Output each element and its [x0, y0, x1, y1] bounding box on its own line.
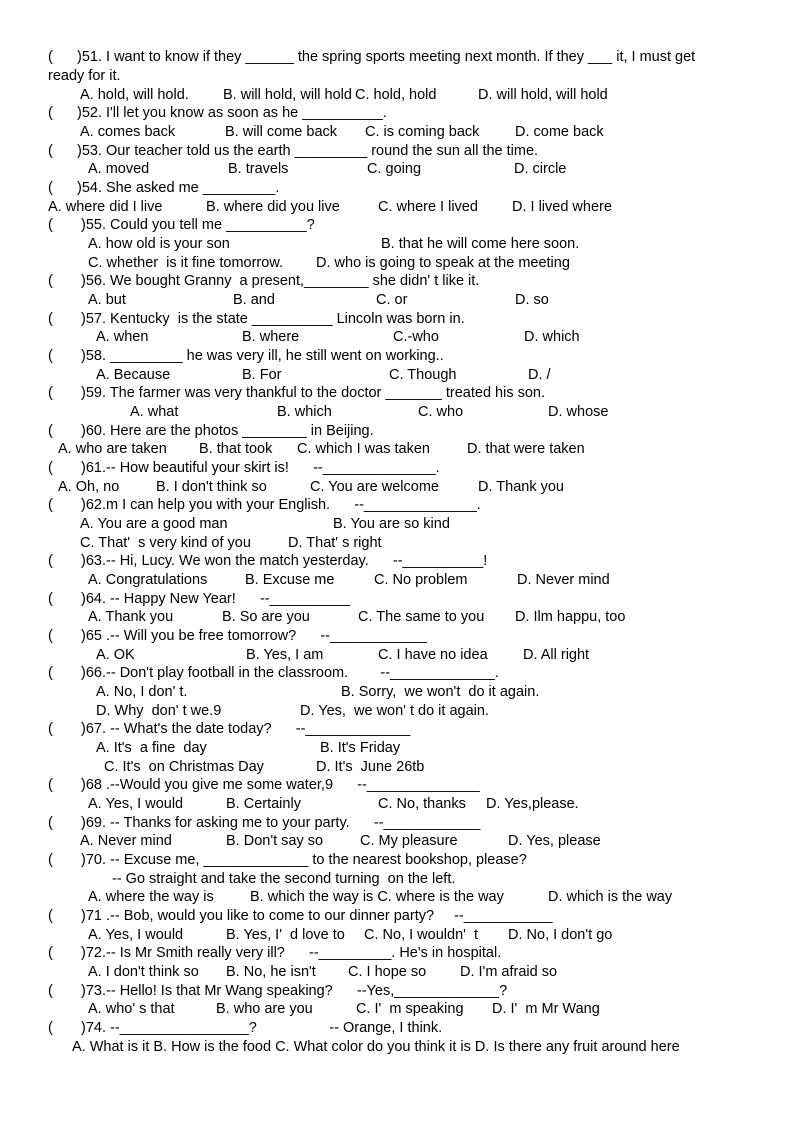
answer-option: C. is coming back — [365, 124, 480, 140]
answer-option: C. which I was taken — [297, 441, 430, 457]
answer-option: C. No, thanks — [378, 796, 466, 812]
answer-option: A. Congratulations — [88, 572, 208, 588]
question-line: ( )70. -- Excuse me, _____________ to the nearest bookshop, please? — [48, 852, 527, 868]
options-line — [0, 235, 794, 253]
answer-option: C. The same to you — [358, 609, 485, 625]
answer-option: D. Yes, we won' t do it again. — [300, 703, 489, 719]
answer-option: -- Go straight and take the second turning on the left. — [112, 871, 456, 887]
answer-option: A. moved — [88, 161, 150, 177]
answer-option: D. Ilm happu, too — [515, 609, 626, 625]
answer-option: C. It's on Christmas Day — [104, 759, 264, 775]
question-line: ( )65 .-- Will you be free tomorrow? --____________ — [48, 628, 427, 644]
question-line: ( )59. The farmer was very thankful to the doctor _______ treated his son. — [48, 385, 546, 401]
question-line: ( )58. _________ he was very ill, he still went on working.. — [48, 348, 444, 364]
options-line — [0, 366, 794, 384]
options-line — [0, 534, 794, 552]
question-line: ( )74. --________________? -- Orange, I think. — [48, 1020, 443, 1036]
answer-option: B. will come back — [225, 124, 338, 140]
answer-option: B. No, he isn't — [226, 964, 316, 980]
options-line — [0, 86, 794, 104]
question-line: ( )73.-- Hello! Is that Mr Wang speaking? --Yes,_____________? — [48, 983, 508, 999]
question-line: ( )56. We bought Granny a present,________ she didn' t like it. — [48, 273, 480, 289]
answer-option: A. Because — [96, 367, 171, 383]
answer-option: D. All right — [523, 647, 590, 663]
question-line: ready for it. — [48, 68, 121, 84]
answer-option: B. So are you — [222, 609, 310, 625]
answer-option: A. comes back — [80, 124, 176, 140]
answer-option: C. No, I wouldn' t — [364, 927, 478, 943]
answer-option: C. Though — [389, 367, 457, 383]
answer-option: C. whether is it fine tomorrow. — [88, 255, 284, 271]
options-line — [0, 291, 794, 309]
answer-option: B. and — [233, 292, 275, 308]
options-line — [0, 478, 794, 496]
answer-option: A. What is it B. How is the food C. What color do you think it is D. Is there any fruit around here — [72, 1039, 680, 1055]
answer-option: B. that he will come here soon. — [381, 236, 580, 252]
options-line — [0, 254, 794, 272]
question-line: ( )55. Could you tell me __________? — [48, 217, 315, 233]
answer-option: B. It's Friday — [320, 740, 401, 756]
answer-option: B. I don't think so — [156, 479, 267, 495]
answer-option: B. travels — [228, 161, 289, 177]
answer-option: A. where the way is — [88, 889, 214, 905]
answer-option: C. That' s very kind of you — [80, 535, 251, 551]
answer-option: A. what — [130, 404, 179, 420]
answer-option: D. / — [528, 367, 551, 383]
options-line — [0, 926, 794, 944]
answer-option: A. Yes, I would — [88, 927, 184, 943]
answer-option: C. You are welcome — [310, 479, 439, 495]
answer-option: D. whose — [548, 404, 609, 420]
answer-option: C. where I lived — [378, 199, 478, 215]
question-line: ( )67. -- What's the date today? --_____________ — [48, 721, 411, 737]
answer-option: A. who are taken — [58, 441, 167, 457]
answer-option: D. Yes,please. — [486, 796, 579, 812]
options-line — [0, 702, 794, 720]
question-line: ( )60. Here are the photos ________ in Beijing. — [48, 423, 374, 439]
options-line — [0, 739, 794, 757]
answer-option: A. when — [96, 329, 149, 345]
question-line: ( )72.-- Is Mr Smith really very ill? --_________. He's in hospital. — [48, 945, 502, 961]
answer-option: C. hold, hold — [355, 87, 437, 103]
answer-option: C. who — [418, 404, 464, 420]
answer-option: B. Excuse me — [245, 572, 335, 588]
answer-option: D. Never mind — [517, 572, 610, 588]
options-line — [0, 198, 794, 216]
answer-option: D. Yes, please — [508, 833, 601, 849]
question-line: ( )71 .-- Bob, would you like to come to our dinner party? --___________ — [48, 908, 553, 924]
question-line: ( )66.-- Don't play football in the classroom. --_____________. — [48, 665, 499, 681]
answer-option: D. so — [515, 292, 549, 308]
answer-option: B. For — [242, 367, 282, 383]
question-line: ( )64. -- Happy New Year! --__________ — [48, 591, 351, 607]
answer-option: A. but — [88, 292, 126, 308]
answer-option: B. which the way is C. where is the way — [250, 889, 504, 905]
answer-option: A. who' s that — [88, 1001, 175, 1017]
answer-option: C. I' m speaking — [356, 1001, 464, 1017]
answer-option: D. It's June 26tb — [316, 759, 425, 775]
answer-option: A. how old is your son — [88, 236, 230, 252]
options-line — [0, 608, 794, 626]
answer-option: C. I have no idea — [378, 647, 488, 663]
answer-option: B. You are so kind — [333, 516, 450, 532]
answer-option: B. that took — [199, 441, 273, 457]
answer-option: C. My pleasure — [360, 833, 458, 849]
answer-option: A. No, I don' t. — [96, 684, 188, 700]
options-line — [0, 160, 794, 178]
options-line — [0, 888, 794, 906]
options-line — [0, 515, 794, 533]
question-line: ( )62.m I can help you with your English. --______________. — [48, 497, 481, 513]
answer-option: B. will hold, will hold — [223, 87, 352, 103]
answer-option: C. No problem — [374, 572, 468, 588]
options-line — [0, 403, 794, 421]
answer-option: B. Certainly — [226, 796, 301, 812]
answer-option: C. I hope so — [348, 964, 427, 980]
answer-option: D. will hold, will hold — [478, 87, 608, 103]
answer-option: D. I lived where — [512, 199, 612, 215]
options-line — [0, 683, 794, 701]
answer-option: C.-who — [393, 329, 439, 345]
answer-option: D. which — [524, 329, 580, 345]
answer-option: A. hold, will hold. — [80, 87, 189, 103]
options-line — [0, 758, 794, 776]
answer-option: B. where — [242, 329, 300, 345]
question-line: ( )69. -- Thanks for asking me to your party. --____________ — [48, 815, 481, 831]
answer-option: B. Yes, I am — [246, 647, 324, 663]
answer-option: B. Yes, I' d love to — [226, 927, 345, 943]
answer-option: B. where did you live — [206, 199, 340, 215]
options-line — [0, 870, 794, 888]
answer-option: B. Sorry, we won't do it again. — [341, 684, 540, 700]
answer-option: A. OK — [96, 647, 135, 663]
question-line: ( )53. Our teacher told us the earth _________ round the sun all the time. — [48, 143, 539, 159]
answer-option: D. who is going to speak at the meeting — [316, 255, 570, 271]
question-line: ( )61.-- How beautiful your skirt is! --______________. — [48, 460, 440, 476]
answer-option: D. No, I don't go — [508, 927, 613, 943]
answer-option: A. Thank you — [88, 609, 174, 625]
options-line — [0, 571, 794, 589]
question-line: ( )63.-- Hi, Lucy. We won the match yesterday. --__________! — [48, 553, 488, 569]
answer-option: C. going — [367, 161, 422, 177]
answer-option: D. come back — [515, 124, 604, 140]
answer-option: B. who are you — [216, 1001, 313, 1017]
answer-option: A. Never mind — [80, 833, 172, 849]
options-line — [0, 123, 794, 141]
options-line — [0, 1038, 794, 1056]
answer-option: D. I'm afraid so — [460, 964, 558, 980]
answer-option: D. that were taken — [467, 441, 585, 457]
answer-option: B. Don't say so — [226, 833, 324, 849]
answer-option: A. where did I live — [48, 199, 163, 215]
options-line — [0, 963, 794, 981]
answer-option: D. That' s right — [288, 535, 382, 551]
answer-option: D. I' m Mr Wang — [492, 1001, 600, 1017]
answer-option: D. which is the way — [548, 889, 673, 905]
options-line — [0, 646, 794, 664]
question-line: ( )52. I'll let you know as soon as he __________. — [48, 105, 387, 121]
answer-option: B. which — [277, 404, 332, 420]
question-line: ( )51. I want to know if they ______ the spring sports meeting next month. If they ___ it, I must get — [48, 49, 696, 65]
answer-option: D. Why don' t we.9 — [96, 703, 222, 719]
answer-option: A. You are a good man — [80, 516, 228, 532]
answer-option: C. or — [376, 292, 408, 308]
answer-option: A. Oh, no — [58, 479, 120, 495]
question-line: ( )68 .--Would you give me some water,9 --______________ — [48, 777, 480, 793]
options-line — [0, 440, 794, 458]
answer-option: A. I don't think so — [88, 964, 199, 980]
options-line — [0, 1000, 794, 1018]
options-line — [0, 795, 794, 813]
question-line: ( )54. She asked me _________. — [48, 180, 280, 196]
options-line — [0, 328, 794, 346]
answer-option: A. Yes, I would — [88, 796, 184, 812]
answer-option: D. circle — [514, 161, 567, 177]
options-line — [0, 832, 794, 850]
answer-option: A. It's a fine day — [96, 740, 207, 756]
question-line: ( )57. Kentucky is the state __________ Lincoln was born in. — [48, 311, 465, 327]
answer-option: D. Thank you — [478, 479, 564, 495]
